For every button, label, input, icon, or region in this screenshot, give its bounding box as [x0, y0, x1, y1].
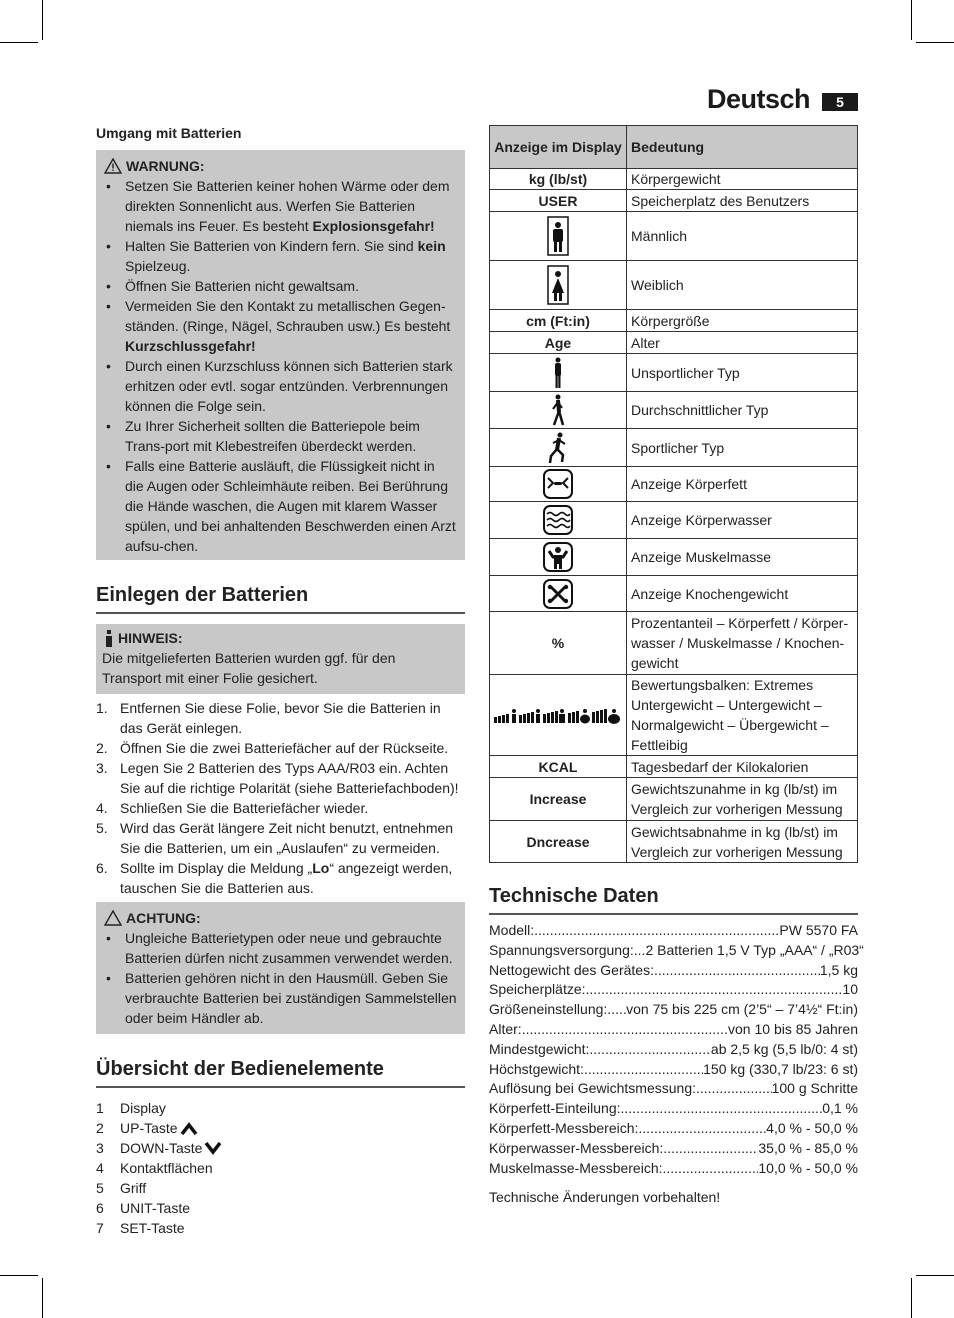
meaning-cell: [627, 612, 858, 675]
right-column: [489, 125, 864, 1207]
list-item: [96, 818, 465, 858]
control-label: Griff: [120, 1180, 147, 1196]
list-item: [96, 1178, 465, 1198]
meaning-text: Männlich: [631, 228, 688, 244]
warning-item-bold: Kurzschlussgefahr!: [125, 338, 256, 354]
table-header-meaning-text: Bedeutung: [631, 139, 705, 155]
spec-row: [489, 1139, 858, 1159]
display-cell: [490, 612, 627, 675]
rating-bar-icon: [494, 708, 622, 724]
list-item: [96, 798, 465, 818]
table-row: [490, 212, 858, 261]
meaning-text: Prozentanteil – Körperfett / Körper-wasser / Muskelmasse / Knochen-gewicht: [631, 615, 849, 671]
warning-item-text: Zu Ihrer Sicherheit sollten die Batteriepole beim Trans-port mit Klebestreifen überdeckt werden.: [125, 418, 420, 454]
spec-row: [489, 921, 858, 941]
list-item: [96, 698, 465, 738]
spec-label: Körperfett-Einteilung:: [489, 1100, 621, 1117]
caution-list: [104, 928, 457, 1028]
language-title: Deutsch: [706, 84, 810, 114]
table-row: [490, 612, 858, 675]
display-text: kg (lb/st): [528, 171, 588, 187]
spec-row: [489, 1159, 858, 1179]
spec-leader: [621, 1099, 823, 1119]
spec-value: ab 2,5 kg (5,5 lb/0: 4 st): [710, 1040, 858, 1057]
display-cell: [490, 310, 627, 332]
meaning-text: Körpergröße: [631, 312, 710, 329]
spec-value: 100 g Schritte: [771, 1080, 858, 1097]
hint-text: Die mitgelieferten Batterien wurden ggf. für den Transport mit einer Folie gesichert.: [102, 650, 396, 686]
meaning-text: Anzeige Körperfett: [631, 476, 747, 492]
control-number: 7: [96, 1220, 104, 1236]
warning-item-text: Öffnen Sie Batterien nicht gewaltsam.: [125, 278, 359, 294]
spec-label: Körperfett-Messbereich:: [489, 1119, 639, 1136]
display-cell: [490, 778, 627, 821]
spec-leader: [663, 1159, 759, 1179]
spec-leader: [663, 1139, 758, 1159]
table-row: [490, 576, 858, 612]
display-cell: [490, 190, 627, 212]
spec-leader: [534, 921, 779, 941]
step-text: [120, 738, 448, 758]
meaning-text: Tagesbedarf der Kilokalorien: [631, 758, 809, 775]
step-text-pre: Sollte im Display die Meldung „: [120, 860, 313, 876]
muscle-mass-icon: [543, 542, 573, 572]
list-item: [96, 1138, 465, 1158]
display-text: USER: [538, 192, 578, 209]
spec-value: 2 Batterien 1,5 V Typ „AAA“ / „R03“: [645, 941, 864, 958]
body-fat-icon: [543, 469, 573, 499]
display-cell: [490, 212, 627, 261]
crop-mark: [0, 42, 38, 43]
control-label: UP-Taste: [120, 1120, 178, 1136]
male-icon: [547, 216, 569, 256]
meaning-cell: [627, 212, 858, 261]
info-icon: [104, 630, 114, 647]
walking-person-icon: [549, 394, 567, 426]
control-label: UNIT-Taste: [120, 1200, 191, 1216]
display-cell: [490, 502, 627, 539]
spec-value: 0,1 %: [822, 1100, 858, 1117]
control-number: 4: [96, 1160, 104, 1176]
step-text: [120, 818, 465, 858]
control-number: 3: [96, 1140, 104, 1156]
meaning-text: Anzeige Körperwasser: [631, 512, 772, 528]
meaning-cell: [627, 332, 858, 354]
spec-value: 10,0 % - 50,0 %: [758, 1159, 858, 1176]
warning-item-text: Vermeiden Sie den Kontakt zu metallischen Gegen-ständen. (Ringe, Nägel, Schrauben usw.) Es besteht: [125, 298, 451, 334]
down-chevron-icon: [204, 1138, 222, 1158]
control-number: 1: [96, 1100, 104, 1116]
tech-heading: Technische Daten: [489, 883, 858, 915]
list-item: [96, 1118, 465, 1138]
hint-title-text: HINWEIS:: [118, 630, 183, 646]
crop-mark: [0, 1275, 38, 1276]
table-row: [490, 354, 858, 392]
spec-leader: [584, 1060, 703, 1080]
table-row: [490, 332, 858, 354]
warning-item-bold: kein: [417, 238, 446, 254]
table-row: [490, 821, 858, 863]
display-cell: [490, 675, 627, 756]
spec-label: Muskelmasse-Messbereich:: [489, 1159, 663, 1176]
warning-item: [104, 176, 457, 236]
warning-item: [104, 356, 457, 416]
step-text-post: “ angezeigt werden, tauschen Sie die Batterien aus.: [120, 860, 453, 896]
insert-steps-list: [96, 698, 465, 898]
meaning-text: Körpergewicht: [631, 171, 721, 187]
controls-list: [96, 1098, 465, 1238]
crop-mark: [911, 1278, 912, 1318]
spec-label: Auflösung bei Gewichtsmessung:: [489, 1080, 696, 1097]
control-label: DOWN-Taste: [120, 1140, 203, 1156]
spec-label: Spannungsversorgung:...: [489, 941, 646, 958]
hint-title: [104, 628, 457, 648]
display-cell: [490, 467, 627, 502]
crop-mark: [42, 1278, 43, 1318]
table-row: [490, 675, 858, 756]
controls-heading: Übersicht der Bedienelemente: [96, 1056, 465, 1088]
table-row: [490, 502, 858, 539]
list-item: [96, 858, 465, 898]
table-row: [490, 778, 858, 821]
step-text: [120, 698, 465, 738]
table-header-display: [490, 126, 627, 169]
step-text: [120, 758, 465, 798]
running-person-icon: [547, 432, 569, 464]
meaning-text: Durchschnittlicher Typ: [631, 402, 769, 418]
step-number: 3.: [96, 760, 108, 776]
spec-value: 10: [842, 981, 858, 998]
control-number: 6: [96, 1200, 104, 1216]
display-text: Increase: [529, 791, 587, 807]
meaning-cell: [627, 310, 858, 332]
step-text-pre: Wird das Gerät längere Zeit nicht benutzt, entnehmen Sie die Batterien, um ein „Auslaufen“ zu vermeiden.: [120, 820, 454, 856]
warning-title-text: WARNUNG:: [126, 158, 205, 174]
spec-value: PW 5570 FA: [779, 922, 858, 938]
meaning-text: Gewichtszunahme in kg (lb/st) im Vergleich zur vorherigen Messung: [631, 781, 843, 817]
spec-leader: [607, 1000, 626, 1020]
table-row: [490, 429, 858, 467]
display-cell: [490, 539, 627, 576]
spec-value: von 75 bis 225 cm (2’5“ – 7’4½“ Ft:in): [626, 1001, 858, 1018]
display-text: %: [551, 635, 565, 651]
spec-label: Alter:: [489, 1020, 522, 1037]
step-text-bold: Lo: [312, 860, 330, 876]
display-cell: [490, 756, 627, 778]
step-text-pre: Entfernen Sie diese Folie, bevor Sie die Batterien in das Gerät einlegen.: [120, 700, 441, 736]
meaning-text: Sportlicher Typ: [631, 439, 725, 456]
spec-label: Körperwasser-Messbereich:: [489, 1139, 664, 1156]
spec-value: 150 kg (330,7 lb/23: 6 st): [703, 1060, 858, 1077]
table-row: [490, 756, 858, 778]
crop-mark: [42, 0, 43, 40]
spec-row: [489, 941, 864, 961]
meaning-text: Anzeige Knochengewicht: [631, 585, 789, 602]
spec-leader: [638, 1119, 766, 1139]
warning-item-text: Halten Sie Batterien von Kindern fern. Sie sind: [125, 238, 418, 254]
spec-leader: [696, 1079, 772, 1099]
insert-batteries-heading: Einlegen der Batterien: [96, 582, 465, 614]
control-number: 5: [96, 1180, 104, 1196]
spec-label: Modell:: [489, 922, 535, 938]
table-row: [490, 392, 858, 429]
table-row: [490, 310, 858, 332]
spec-label: Nettogewicht des Gerätes:: [489, 961, 654, 978]
meaning-cell: [627, 169, 858, 190]
spec-row: [489, 1099, 858, 1119]
female-icon: [547, 265, 569, 305]
meaning-text: Anzeige Muskelmasse: [631, 549, 772, 565]
step-number: 6.: [96, 860, 108, 876]
list-item: [96, 758, 465, 798]
warning-item-text: Spielzeug.: [125, 258, 191, 274]
batteries-subheading: Umgang mit Batterien: [96, 125, 242, 141]
spec-leader: [654, 961, 820, 981]
warning-item-text: Durch einen Kurzschluss können sich Batterien stark erhitzen oder evtl. sogar entzünden. Verbrennungen können die Folge sein.: [125, 358, 453, 414]
meaning-cell: [627, 467, 858, 502]
step-number: 1.: [96, 700, 108, 716]
control-number: 2: [96, 1120, 104, 1136]
spec-label: Mindestgewicht:: [489, 1040, 590, 1057]
step-text-pre: Öffnen Sie die zwei Batteriefächer auf der Rückseite.: [120, 740, 449, 756]
step-text-pre: Schließen Sie die Batteriefächer wieder.: [120, 800, 369, 816]
step-number: 5.: [96, 820, 108, 836]
meaning-text: Speicherplatz des Benutzers: [631, 192, 810, 209]
crop-mark: [916, 42, 954, 43]
warning-item: [104, 456, 457, 556]
warning-item-text: Setzen Sie Batterien keiner hohen Wärme oder dem direkten Sonnenlicht aus. Werfen Sie Batterien niemals ins Feuer. Es besteht: [125, 178, 450, 234]
meaning-cell: [627, 429, 858, 467]
caution-box: [96, 902, 465, 1034]
spec-leader: [522, 1020, 728, 1040]
control-label: SET-Taste: [120, 1220, 185, 1236]
meaning-text: Alter: [631, 334, 660, 351]
meaning-cell: [627, 354, 858, 392]
spec-label: Speicherplätze:: [489, 981, 586, 998]
spec-row: [489, 961, 858, 981]
table-row: [490, 169, 858, 190]
control-label: Kontaktflächen: [120, 1160, 213, 1176]
display-text: Age: [544, 334, 572, 351]
caution-title: [104, 908, 457, 928]
display-cell: [490, 576, 627, 612]
list-item: [96, 738, 465, 758]
bone-weight-icon: [543, 579, 573, 609]
meaning-cell: [627, 539, 858, 576]
warning-item: [104, 276, 457, 296]
meaning-cell: [627, 261, 858, 310]
warning-item: [104, 296, 457, 356]
meaning-cell: [627, 502, 858, 539]
meaning-text: Bewertungsbalken: Extremes Untergewicht – Untergewicht – Normalgewicht – Übergewicht – Fettleibig: [631, 677, 829, 753]
display-cell: [490, 261, 627, 310]
table-row: [490, 190, 858, 212]
step-text: [120, 858, 465, 898]
standing-person-icon: [552, 357, 564, 389]
spec-row: [489, 1040, 858, 1060]
caution-title-text: ACHTUNG:: [126, 910, 201, 926]
meaning-cell: [627, 821, 858, 863]
step-number: 2.: [96, 740, 108, 756]
spec-label: Höchstgewicht:: [489, 1060, 584, 1077]
spec-row: [489, 980, 858, 1000]
meaning-cell: [627, 675, 858, 756]
spec-row: [489, 1060, 858, 1080]
list-item: [96, 1198, 465, 1218]
meaning-cell: [627, 190, 858, 212]
table-row: [490, 539, 858, 576]
warning-list: [104, 176, 457, 556]
warning-item: [104, 416, 457, 456]
meaning-cell: [627, 756, 858, 778]
meaning-text: Unsportlicher Typ: [631, 364, 740, 381]
table-header-display-text: Anzeige im Display: [494, 138, 622, 155]
body-water-icon: [543, 505, 573, 535]
hint-box: [96, 624, 465, 694]
warning-triangle-icon: [104, 158, 122, 174]
display-cell: [490, 354, 627, 392]
display-text: Dncrease: [526, 833, 590, 850]
control-label: Display: [120, 1100, 166, 1116]
display-table: [489, 125, 858, 863]
meaning-cell: [627, 576, 858, 612]
meaning-cell: [627, 778, 858, 821]
spec-label: Größeneinstellung:: [489, 1001, 608, 1018]
spec-row: [489, 1000, 858, 1020]
spec-value: von 10 bis 85 Jahren: [728, 1020, 858, 1037]
display-text: KCAL: [538, 758, 578, 775]
warning-item-bold: Explosionsgefahr!: [312, 218, 435, 234]
spec-value: 35,0 % - 85,0 %: [758, 1139, 858, 1156]
step-number: 4.: [96, 800, 108, 816]
spec-list: [489, 921, 864, 1178]
caution-item: • Batterien gehören nicht in den Hausmüll. Geben Sie verbrauchte Batterien bei zuständigen Sammelstellen oder beim Händler ab.: [104, 968, 457, 1028]
display-cell: [490, 169, 627, 190]
table-row: [490, 261, 858, 310]
warning-title: [104, 156, 457, 176]
display-cell: [490, 429, 627, 467]
spec-row: [489, 1020, 858, 1040]
tech-note: Technische Änderungen vorbehalten!: [489, 1189, 721, 1206]
display-cell: [490, 821, 627, 863]
list-item: [96, 1098, 465, 1118]
warning-box: [96, 150, 465, 560]
table-header-meaning: [627, 126, 858, 169]
meaning-cell: [627, 392, 858, 429]
warning-item: [104, 236, 457, 276]
step-text-pre: Legen Sie 2 Batterien des Typs AAA/R03 ein. Achten Sie auf die richtige Polarität (siehe Batteriefachboden)!: [120, 760, 459, 796]
page-number: 5: [822, 93, 858, 111]
display-cell: [490, 332, 627, 354]
spec-value: 4,0 % - 50,0 %: [766, 1119, 858, 1136]
spec-leader: [589, 1040, 711, 1060]
crop-mark: [911, 0, 912, 40]
left-column: [96, 124, 465, 1238]
crop-mark: [916, 1275, 954, 1276]
warning-item-text: Falls eine Batterie ausläuft, die Flüssigkeit nicht in die Augen oder Schleimhäute reiben. Bei Berührung die Hände waschen, die Augen mit klarem Wasser spülen, und bei anhaltenden Beschwerden einen Arzt aufsu-chen.: [125, 458, 456, 554]
meaning-text: Gewichtsabnahme in kg (lb/st) im Vergleich zur vorherigen Messung: [631, 823, 843, 860]
spec-value: 1,5 kg: [819, 961, 858, 978]
list-item: [96, 1158, 465, 1178]
up-chevron-icon: [180, 1118, 198, 1138]
table-row: [490, 467, 858, 502]
step-text: [120, 798, 368, 818]
warning-triangle-icon: [104, 910, 122, 926]
spec-row: [489, 1119, 858, 1139]
list-item: [96, 1218, 465, 1238]
display-text: cm (Ft:in): [526, 312, 590, 329]
caution-item: • Ungleiche Batterietypen oder neue und gebrauchte Batterien dürfen nicht zusammen verwendet werden.: [104, 928, 457, 968]
spec-leader: [586, 980, 843, 1000]
meaning-text: Weiblich: [631, 277, 684, 293]
spec-row: [489, 1079, 858, 1099]
display-cell: [490, 392, 627, 429]
